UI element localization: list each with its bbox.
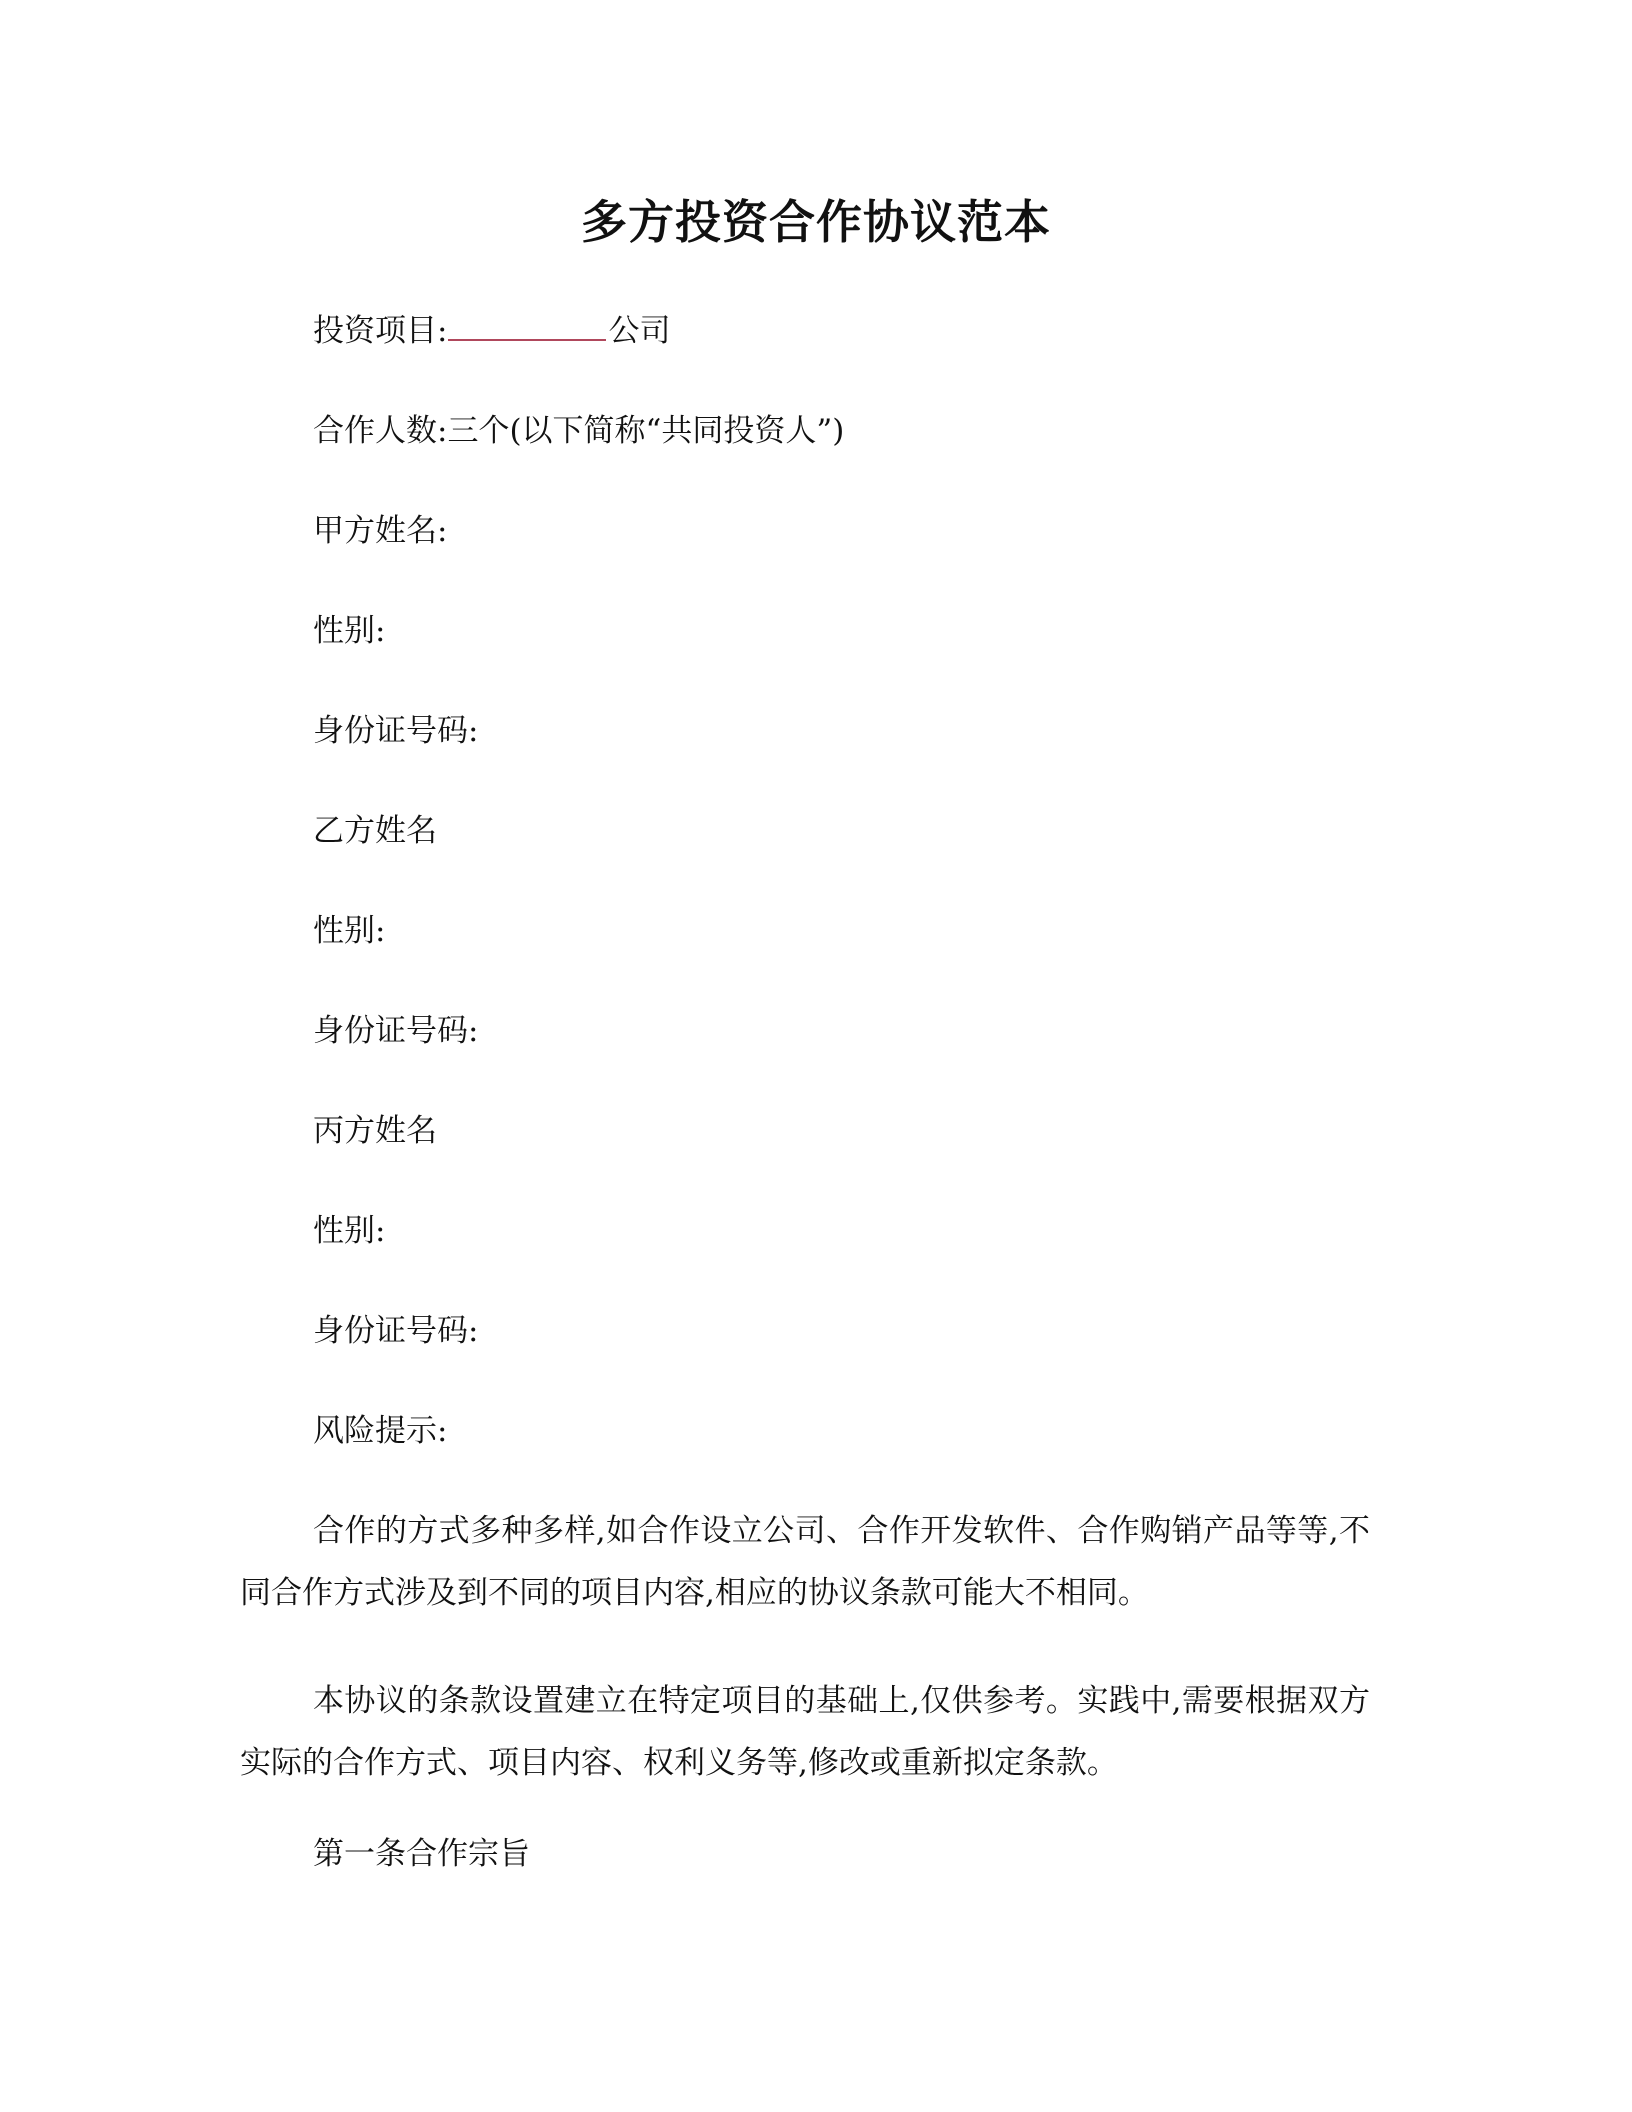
project-suffix: 公司: [608, 313, 671, 349]
risk-paragraph-1: 合作的方式多种多样,如合作设立公司、合作开发软件、合作购销产品等等,不同合作方式涉及到不同的项目内容,相应的协议条款可能大不相同。: [240, 1513, 1370, 1611]
project-line: [313, 311, 670, 351]
party-c-gender-label: 性别:: [313, 1213, 386, 1249]
article-1-heading: 第一条合作宗旨: [313, 1836, 530, 1872]
party-a-gender-label: 性别:: [313, 613, 386, 649]
project-label: 投资项目:: [313, 313, 448, 349]
party-b-name-label: 乙方姓名: [313, 813, 437, 849]
party-b-gender-label: 性别:: [313, 913, 386, 949]
partners-line: 合作人数:三个(以下简称“共同投资人”): [313, 413, 845, 449]
document-title: 多方投资合作协议范本: [581, 195, 1051, 249]
project-name-blank[interactable]: [448, 311, 606, 341]
party-c-id-label: 身份证号码:: [313, 1313, 479, 1349]
party-c-name-label: 丙方姓名: [313, 1113, 437, 1149]
party-a-id-label: 身份证号码:: [313, 713, 479, 749]
party-b-id-label: 身份证号码:: [313, 1013, 479, 1049]
risk-heading: 风险提示:: [313, 1413, 448, 1449]
risk-paragraph-2: 本协议的条款设置建立在特定项目的基础上,仅供参考。实践中,需要根据双方实际的合作方式、项目内容、权利义务等,修改或重新拟定条款。: [240, 1683, 1370, 1781]
party-a-name-label: 甲方姓名:: [313, 513, 448, 549]
